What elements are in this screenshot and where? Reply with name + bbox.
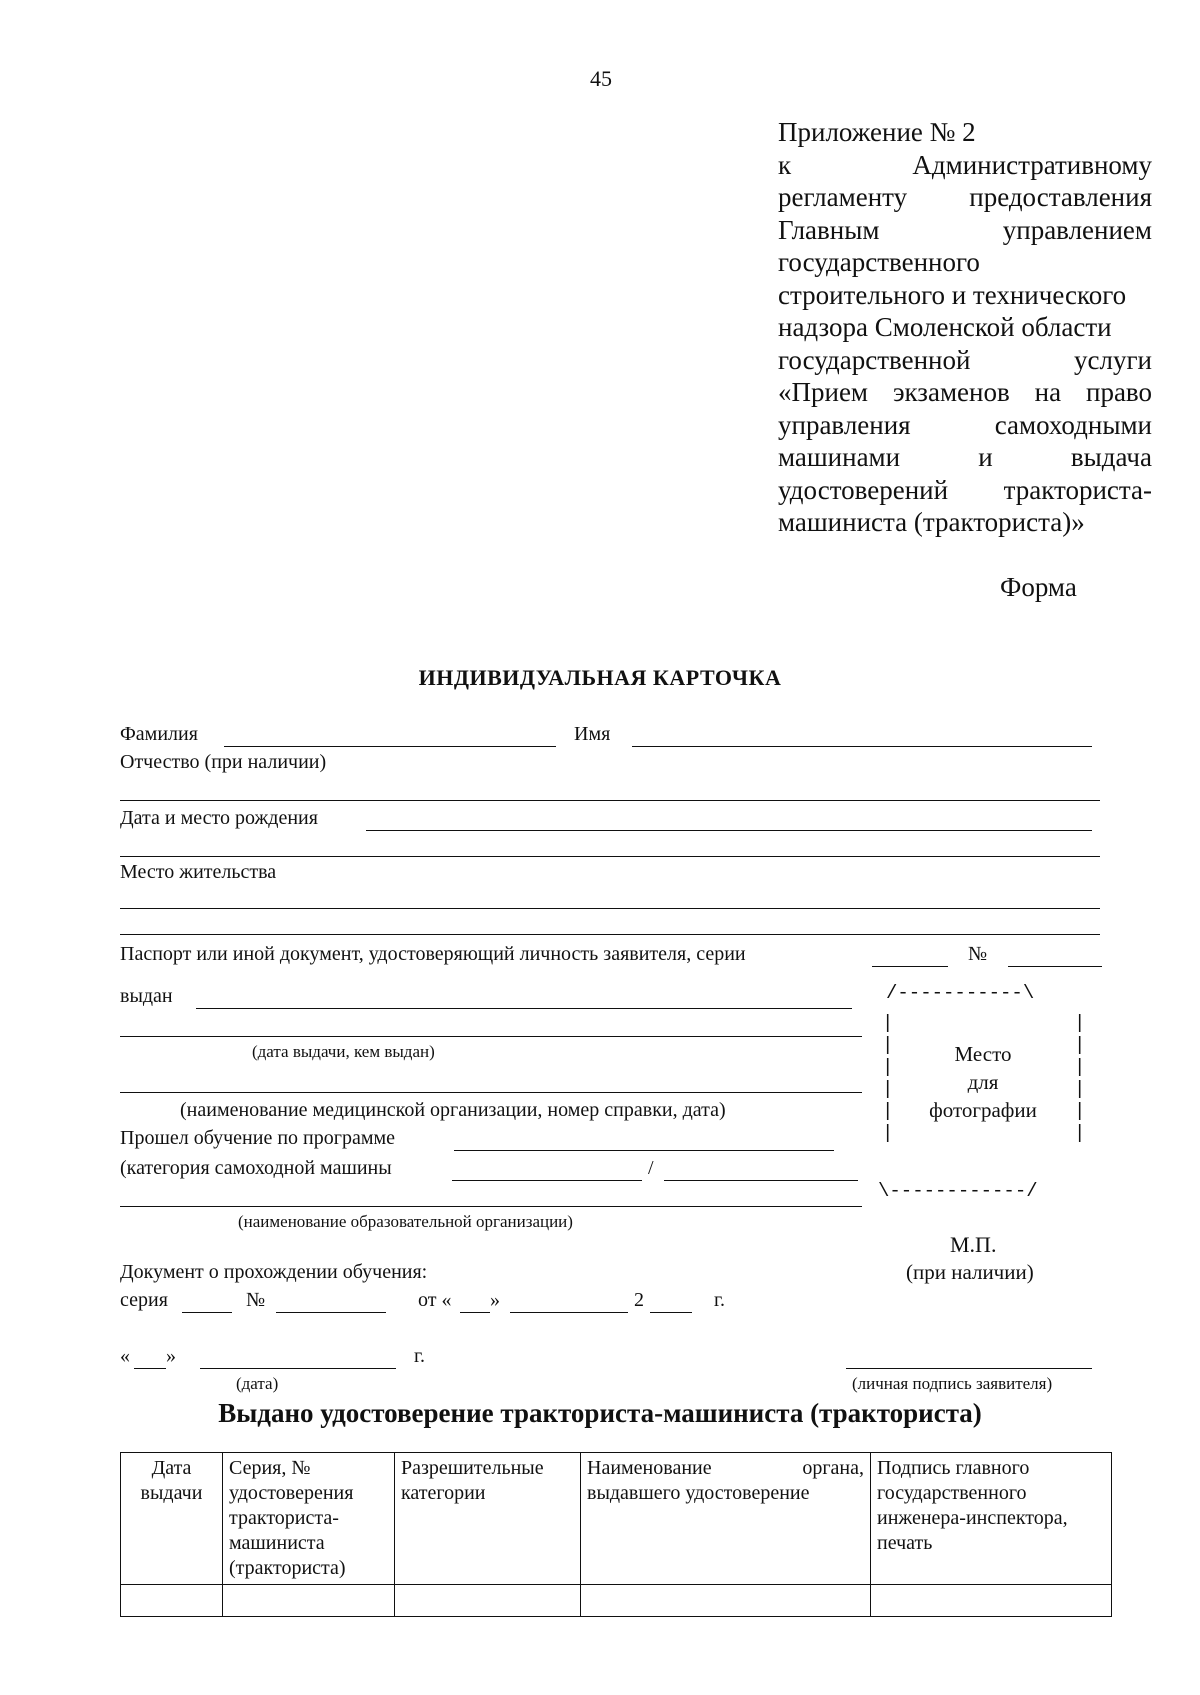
column-header-series-number: Серия, № удостоверения тракториста-машиниста (тракториста) bbox=[223, 1453, 395, 1585]
stamp-mp: М.П. bbox=[950, 1232, 997, 1257]
appendix-line: удостоверений тракториста- bbox=[778, 474, 1152, 505]
date-month-line[interactable] bbox=[200, 1368, 396, 1369]
photo-box-right-edge: | | | | | | bbox=[1074, 1012, 1086, 1144]
date-hint: (дата) bbox=[236, 1374, 279, 1393]
doc-quote-close: » bbox=[490, 1289, 500, 1311]
form-label: Форма bbox=[1000, 572, 1077, 602]
doc-year-suffix: г. bbox=[714, 1289, 725, 1311]
medical-line[interactable] bbox=[120, 1092, 862, 1093]
appendix-line: машинами и выдача bbox=[778, 442, 1152, 472]
issued-by-line-2[interactable] bbox=[120, 1036, 862, 1037]
doc-year-prefix: 2 bbox=[634, 1289, 644, 1311]
table-cell[interactable] bbox=[871, 1585, 1112, 1617]
stamp-note: (при наличии) bbox=[906, 1260, 1034, 1284]
doc-year-line[interactable] bbox=[650, 1312, 692, 1313]
from-label: от « bbox=[418, 1289, 452, 1311]
page-number: 45 bbox=[590, 66, 612, 91]
doc-number-line[interactable] bbox=[276, 1312, 386, 1313]
name-line[interactable] bbox=[632, 746, 1092, 747]
edu-org-hint: (наименование образовательной организации) bbox=[238, 1212, 573, 1231]
issued-section-title: Выдано удостоверение тракториста-машиниста (тракториста) bbox=[218, 1398, 982, 1428]
residence-line-2[interactable] bbox=[120, 934, 1100, 935]
table-header-row bbox=[121, 1453, 1112, 1585]
series-line[interactable] bbox=[182, 1312, 232, 1313]
birth-line-2[interactable] bbox=[120, 856, 1100, 857]
training-program-line[interactable] bbox=[454, 1150, 834, 1151]
date-year: г. bbox=[414, 1345, 425, 1367]
issued-by-line[interactable] bbox=[196, 1008, 852, 1009]
category-slash: / bbox=[648, 1157, 654, 1179]
photo-label-line: для bbox=[967, 1070, 999, 1094]
issued-by-label: выдан bbox=[120, 985, 173, 1007]
doc-day-line[interactable] bbox=[460, 1312, 490, 1313]
table-cell[interactable] bbox=[223, 1585, 395, 1617]
patronymic-label: Отчество (при наличии) bbox=[120, 751, 327, 773]
passport-number-line[interactable] bbox=[1008, 966, 1102, 967]
date-open: « bbox=[120, 1345, 130, 1367]
date-close: » bbox=[166, 1345, 176, 1367]
table-cell[interactable] bbox=[395, 1585, 581, 1617]
edu-org-line[interactable] bbox=[120, 1206, 862, 1207]
appendix-line: строительного и технического bbox=[778, 279, 1127, 310]
doc-number-sign: № bbox=[246, 1289, 266, 1311]
appendix-line: государственного bbox=[778, 247, 980, 277]
table-cell[interactable] bbox=[121, 1585, 223, 1617]
document-title: ИНДИВИДУАЛЬНАЯ КАРТОЧКА bbox=[418, 665, 782, 690]
machine-category-label: (категория самоходной машины bbox=[120, 1157, 392, 1179]
name-label: Имя bbox=[574, 723, 611, 745]
birth-label: Дата и место рождения bbox=[120, 807, 318, 829]
appendix-block bbox=[778, 116, 1152, 539]
appendix-line: Приложение № 2 bbox=[778, 117, 976, 147]
photo-box-left-edge: | | | | | | bbox=[882, 1012, 894, 1144]
surname-label: Фамилия bbox=[120, 723, 198, 745]
photo-box-bottom: \------------/ bbox=[878, 1180, 1038, 1202]
passport-series-line[interactable] bbox=[872, 966, 948, 967]
category-line-2[interactable] bbox=[664, 1180, 858, 1181]
appendix-line: государственной услуги bbox=[778, 344, 1152, 375]
photo-placeholder bbox=[878, 982, 1088, 1202]
training-program-label: Прошел обучение по программе bbox=[120, 1127, 396, 1149]
issue-date-hint: (дата выдачи, кем выдан) bbox=[252, 1042, 435, 1061]
appendix-line: к Административному bbox=[778, 149, 1152, 180]
medical-hint: (наименование медицинской организации, номер справки, дата) bbox=[180, 1099, 726, 1121]
table-cell[interactable] bbox=[581, 1585, 871, 1617]
photo-box-top: /-----------\ bbox=[886, 982, 1035, 1004]
appendix-line: регламенту предоставления bbox=[778, 182, 1152, 212]
column-header-inspector-signature: Подпись главного государственного инженера-инспектора, печать bbox=[871, 1453, 1112, 1585]
doc-month-line[interactable] bbox=[510, 1312, 628, 1313]
signature-hint: (личная подпись заявителя) bbox=[852, 1374, 1053, 1393]
appendix-line: надзора Смоленской области bbox=[778, 312, 1112, 342]
date-day-line[interactable] bbox=[134, 1368, 166, 1369]
photo-label-line: Место bbox=[954, 1042, 1012, 1066]
appendix-line: «Прием экзаменов на право bbox=[778, 377, 1152, 407]
birth-line[interactable] bbox=[366, 830, 1092, 831]
column-header-categories: Разрешительные категории bbox=[395, 1453, 581, 1585]
photo-label-line: фотографии bbox=[929, 1098, 1037, 1122]
appendix-line: машиниста (тракториста)» bbox=[778, 507, 1085, 537]
appendix-line: Главным управлением bbox=[778, 214, 1152, 245]
signature-line[interactable] bbox=[846, 1368, 1092, 1369]
passport-number-sign: № bbox=[968, 943, 988, 965]
residence-line[interactable] bbox=[120, 908, 1100, 909]
series-label: серия bbox=[120, 1289, 168, 1311]
residence-label: Место жительства bbox=[120, 861, 277, 883]
training-doc-label: Документ о прохождении обучения: bbox=[120, 1261, 428, 1283]
column-header-issue-date: Дата выдачи bbox=[121, 1453, 223, 1585]
category-line-1[interactable] bbox=[452, 1180, 642, 1181]
table-row bbox=[121, 1585, 1112, 1617]
issued-license-table bbox=[120, 1452, 1112, 1617]
patronymic-line[interactable] bbox=[120, 800, 1100, 801]
surname-line[interactable] bbox=[224, 746, 556, 747]
column-header-issuing-authority: Наименование органа, выдавшего удостоверение bbox=[581, 1453, 871, 1585]
passport-label: Паспорт или иной документ, удостоверяющий личность заявителя, серии bbox=[120, 943, 746, 965]
appendix-line: управления самоходными bbox=[778, 409, 1152, 440]
